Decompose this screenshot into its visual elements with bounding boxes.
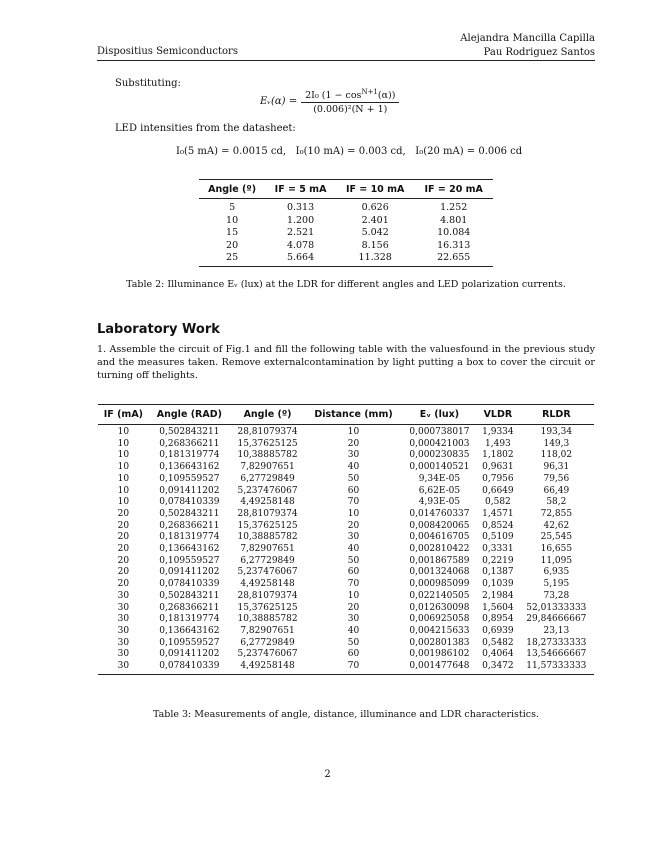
formula-numerator-end: (α)) (377, 90, 396, 102)
table-cell: 2.401 (361, 214, 389, 226)
table-cell: 10.084 (437, 227, 471, 238)
table-cell: 0,091411202 (159, 567, 220, 578)
table-row (98, 450, 594, 462)
table-cell: 60 (347, 567, 360, 578)
table-cell: 20 (117, 532, 130, 543)
table-cell: 10 (117, 438, 130, 449)
table-row (98, 497, 594, 509)
table-cell: 149,3 (543, 438, 570, 449)
table-cell: 0,502843211 (159, 508, 220, 519)
table-cell: 28,81079374 (237, 508, 298, 519)
table-cell: 11.328 (336, 252, 415, 266)
table-cell: 15,37625125 (237, 438, 298, 449)
table-cell: 10 (117, 450, 130, 461)
table-cell: 20 (226, 239, 239, 251)
table-cell: 0,181319774 (159, 450, 220, 461)
table-cell: 10 (117, 497, 130, 508)
header-rule (97, 60, 595, 61)
table-cell: 0,2219 (482, 555, 514, 566)
table-cell: 30 (117, 602, 130, 613)
table-row (98, 474, 594, 486)
table-cell: 1.200 (286, 214, 315, 226)
table-cell: 1,1802 (482, 450, 514, 461)
table-row (98, 532, 594, 544)
table-cell: 10,38885782 (237, 532, 298, 543)
table-cell: 6,27729849 (240, 637, 295, 648)
formula-denominator: (0.006)²(N + 1) (313, 104, 388, 116)
table-cell: 4,49258148 (240, 579, 295, 590)
table-cell: 0,136643162 (159, 544, 220, 555)
table-cell: 10,38885782 (237, 450, 298, 461)
table-cell: 70 (347, 579, 360, 590)
table-cell: 7,82907651 (240, 544, 295, 555)
table3-header: RLDR (519, 405, 594, 425)
table3-header: VLDR (477, 405, 519, 425)
table-cell: 22.655 (414, 252, 493, 266)
table-cell: 0,109559527 (159, 637, 220, 648)
table-cell: 0,078410339 (159, 579, 220, 590)
table-cell: 10,38885782 (237, 614, 298, 625)
illuminance-formula (260, 88, 399, 115)
table-row (98, 509, 594, 521)
table-cell: 30 (347, 614, 360, 625)
table-cell: 0,268366211 (159, 520, 220, 531)
table-cell: 29,84666667 (526, 614, 587, 625)
table-cell: 0,006925058 (409, 614, 470, 625)
table-cell: 0,004616705 (409, 532, 470, 543)
table-cell: 9,34E-05 (418, 473, 461, 484)
instruction-paragraph: 1. Assemble the circuit of Fig.1 and fill the following table with the valuesfound in the previous study and the measures taken. Remove externalcontamination by light putting a box to cover the circuit or turning off thelights. (97, 344, 595, 381)
table-row (98, 544, 594, 556)
table-cell: 1,5604 (482, 602, 514, 613)
section-title: Laboratory Work (97, 322, 220, 337)
table-cell: 5.042 (361, 227, 389, 238)
table-cell: 193,34 (540, 427, 573, 437)
table-cell: 0,3331 (482, 544, 514, 555)
table-cell: 0,7956 (482, 473, 514, 484)
table3-caption: Table 3: Measurements of angle, distance, illuminance and LDR characteristics. (152, 709, 540, 720)
table-cell: 42,62 (543, 520, 570, 531)
table-cell: 28,81079374 (237, 590, 298, 601)
illuminance-table (199, 179, 493, 267)
table2-header: Angle (º) (199, 180, 265, 199)
table-row (98, 556, 594, 568)
header-author-2: Pau Rodriguez Santos (483, 47, 595, 58)
table-cell: 0,3472 (477, 661, 519, 674)
table-cell: 0,008420065 (409, 520, 470, 531)
table-row (98, 425, 594, 439)
table-cell: 0,091411202 (159, 649, 220, 660)
table-cell: 4.801 (440, 214, 468, 226)
table-cell: 20 (347, 438, 360, 449)
table-cell: 0,004215633 (409, 625, 470, 636)
table-cell: 0,109559527 (159, 473, 220, 484)
table2-header: IF = 20 mA (414, 180, 493, 199)
table-cell: 0,582 (485, 497, 511, 508)
table-cell: 28,81079374 (237, 427, 298, 437)
table-cell: 18,27333333 (526, 637, 587, 648)
table-cell: 15,37625125 (237, 520, 298, 531)
table-cell: 20 (117, 508, 130, 519)
table-row (98, 567, 594, 579)
table-cell: 6,935 (543, 567, 570, 578)
table-cell: 6,62E-05 (418, 485, 461, 496)
table-cell: 66,49 (543, 485, 570, 496)
table-cell: 0,1039 (482, 579, 514, 590)
table-cell: 5,237476067 (237, 567, 298, 578)
table-cell: 60 (347, 485, 360, 496)
table-cell: 30 (117, 637, 130, 648)
table-cell: 7,82907651 (240, 625, 295, 636)
table-cell: 0,012630098 (409, 602, 470, 613)
table-cell: 7,82907651 (240, 462, 295, 473)
table-cell: 0,022140505 (409, 590, 470, 601)
table-cell: 50 (347, 637, 360, 648)
table3-header: Distance (mm) (305, 405, 402, 425)
table-row (98, 591, 594, 603)
table-cell: 13,54666667 (526, 649, 587, 660)
table-row (199, 227, 493, 240)
table-row (98, 521, 594, 533)
table3-header: Eᵥ (lux) (402, 405, 477, 425)
table-cell: 23,13 (543, 625, 570, 636)
table-cell: 0,000140521 (409, 462, 470, 473)
table-cell: 10 (117, 473, 130, 484)
table3-header-row (98, 405, 594, 425)
table-cell: 4,49258148 (230, 661, 305, 674)
table3-header: IF (mA) (98, 405, 149, 425)
table-row (199, 240, 493, 253)
table-cell: 0,5482 (482, 637, 514, 648)
table-cell: 11,095 (540, 555, 573, 566)
table-cell: 60 (347, 649, 360, 660)
table-cell: 5.664 (265, 252, 336, 266)
table-cell: 0.626 (361, 202, 389, 213)
header-course-title: Dispositius Semiconductors (97, 46, 238, 57)
table-cell: 25 (199, 252, 265, 266)
formula-numerator-exponent: N+1 (361, 88, 378, 96)
table-row (98, 661, 594, 674)
table-cell: 20 (117, 520, 130, 531)
table-cell: 0,268366211 (159, 438, 220, 449)
table-cell: 0,001867589 (409, 555, 470, 566)
table-cell: 25,545 (540, 532, 573, 543)
table-cell: 0,136643162 (159, 462, 220, 473)
table-cell: 6,27729849 (240, 555, 295, 566)
table-cell: 0,5109 (482, 532, 514, 543)
table-row (98, 603, 594, 615)
table-cell: 0,6649 (482, 485, 514, 496)
table-cell: 0,8954 (482, 614, 514, 625)
table-cell: 0,078410339 (149, 661, 230, 674)
page-number: 2 (324, 769, 331, 780)
table-row (98, 649, 594, 661)
header-author-1: Alejandra Mancilla Capilla (460, 33, 595, 44)
formula-lhs: Eᵥ(α) = (260, 96, 298, 108)
table-cell: 0,000421003 (409, 438, 470, 449)
header-authors (460, 32, 595, 60)
formula-fraction (301, 88, 399, 115)
led-intensities-label: LED intensities from the datasheet: (115, 123, 296, 134)
table-cell: 0,4064 (482, 649, 514, 660)
table-cell: 20 (117, 567, 130, 578)
table-cell: 5,237476067 (237, 485, 298, 496)
table-cell: 16,655 (540, 544, 573, 555)
table-cell: 0.313 (286, 202, 315, 213)
table-cell: 70 (305, 661, 402, 674)
table-cell: 2,1984 (482, 590, 514, 601)
table-cell: 70 (347, 497, 360, 508)
table-cell: 20 (117, 579, 130, 590)
table-cell: 15 (226, 227, 239, 238)
table-cell: 96,31 (543, 462, 570, 473)
table-cell: 73,28 (543, 590, 570, 601)
table-cell: 30 (117, 614, 130, 625)
table-cell: 20 (117, 544, 130, 555)
table-cell: 0,078410339 (159, 497, 220, 508)
formula-numerator (301, 88, 399, 103)
table-cell: 20 (347, 602, 360, 613)
table-cell: 1,4571 (482, 508, 514, 519)
table-cell: 0,181319774 (159, 532, 220, 543)
led-intensities-values: I₀(5 mA) = 0.0015 cd, I₀(10 mA) = 0.003 cd, I₀(20 mA) = 0.006 cd (176, 146, 523, 157)
table-cell: 50 (347, 473, 360, 484)
table-cell: 0,002810422 (409, 544, 470, 555)
table-cell: 0,001986102 (409, 649, 470, 660)
table-cell: 118,02 (540, 450, 573, 461)
table-cell: 0,8524 (482, 520, 514, 531)
table-cell: 58,2 (546, 497, 567, 508)
table-cell: 15,37625125 (237, 602, 298, 613)
table3-header: Angle (º) (230, 405, 305, 425)
table-cell: 52,01333333 (526, 602, 587, 613)
table-cell: 0,9631 (482, 462, 514, 473)
table-cell: 20 (347, 520, 360, 531)
table-cell: 0,000738017 (409, 427, 470, 437)
table-row (98, 462, 594, 474)
table-cell: 0,000985099 (409, 579, 470, 590)
table-row (98, 439, 594, 451)
table-cell: 30 (117, 590, 130, 601)
table-cell: 30 (117, 625, 130, 636)
table-cell: 30 (117, 649, 130, 660)
table-cell: 30 (347, 532, 360, 543)
table2-header: IF = 10 mA (336, 180, 415, 199)
measurements-table (98, 404, 594, 675)
table-cell: 10 (226, 214, 239, 226)
table-cell: 5,195 (543, 579, 570, 590)
table-cell: 0,268366211 (159, 602, 220, 613)
table-cell: 1,493 (485, 438, 511, 449)
substituting-label: Substituting: (115, 78, 181, 89)
table-row (199, 215, 493, 228)
table-cell: 11,57333333 (519, 661, 594, 674)
table-row (98, 579, 594, 591)
table-cell: 20 (117, 555, 130, 566)
table-cell: 0,014760337 (409, 508, 470, 519)
table-row (98, 614, 594, 626)
table-row (199, 252, 493, 266)
table-cell: 72,855 (540, 508, 573, 519)
table-cell: 4,93E-05 (418, 497, 461, 508)
table2-header-row (199, 180, 493, 199)
table-row (199, 199, 493, 215)
table-cell: 0,109559527 (159, 555, 220, 566)
formula-numerator-main: 2I₀ (1 − cos (305, 90, 362, 102)
table-cell: 40 (347, 462, 360, 473)
table-cell: 0,1387 (482, 567, 514, 578)
table-cell: 40 (347, 625, 360, 636)
table-cell: 30 (98, 661, 149, 674)
table-cell: 10 (117, 462, 130, 473)
table-cell: 30 (347, 450, 360, 461)
table-cell: 50 (347, 555, 360, 566)
table-cell: 0,181319774 (159, 614, 220, 625)
table-cell: 10 (117, 485, 130, 496)
table-cell: 0,6939 (482, 625, 514, 636)
table-cell: 5,237476067 (237, 649, 298, 660)
table-row (98, 638, 594, 650)
table-cell: 0,502843211 (159, 427, 220, 437)
table-cell: 1.252 (440, 202, 468, 213)
table-cell: 4.078 (286, 239, 315, 251)
table-cell: 10 (117, 427, 130, 437)
table-cell: 10 (347, 427, 360, 437)
table-cell: 10 (347, 508, 360, 519)
table-cell: 1,9334 (482, 427, 514, 437)
table-cell: 10 (347, 590, 360, 601)
table-cell: 0,136643162 (159, 625, 220, 636)
table-cell: 8.156 (361, 239, 389, 251)
table-row (98, 626, 594, 638)
table2-caption: Table 2: Illuminance Eᵥ (lux) at the LDR for different angles and LED polarization currents. (126, 279, 566, 290)
table-cell: 0,502843211 (159, 590, 220, 601)
table-cell: 6,27729849 (240, 473, 295, 484)
table-cell: 0,001324068 (409, 567, 470, 578)
table-cell: 0,091411202 (159, 485, 220, 496)
table2-header: IF = 5 mA (265, 180, 336, 199)
table-cell: 4,49258148 (240, 497, 295, 508)
table-cell: 0,000230835 (409, 450, 470, 461)
table-cell: 79,56 (543, 473, 570, 484)
table-cell: 5 (229, 202, 236, 213)
table3-header: Angle (RAD) (149, 405, 230, 425)
table-cell: 16.313 (437, 239, 471, 251)
table-cell: 0,002801383 (409, 637, 470, 648)
table-cell: 0,001477648 (402, 661, 477, 674)
table-row (98, 486, 594, 498)
table-cell: 2.521 (286, 227, 315, 238)
table-cell: 40 (347, 544, 360, 555)
